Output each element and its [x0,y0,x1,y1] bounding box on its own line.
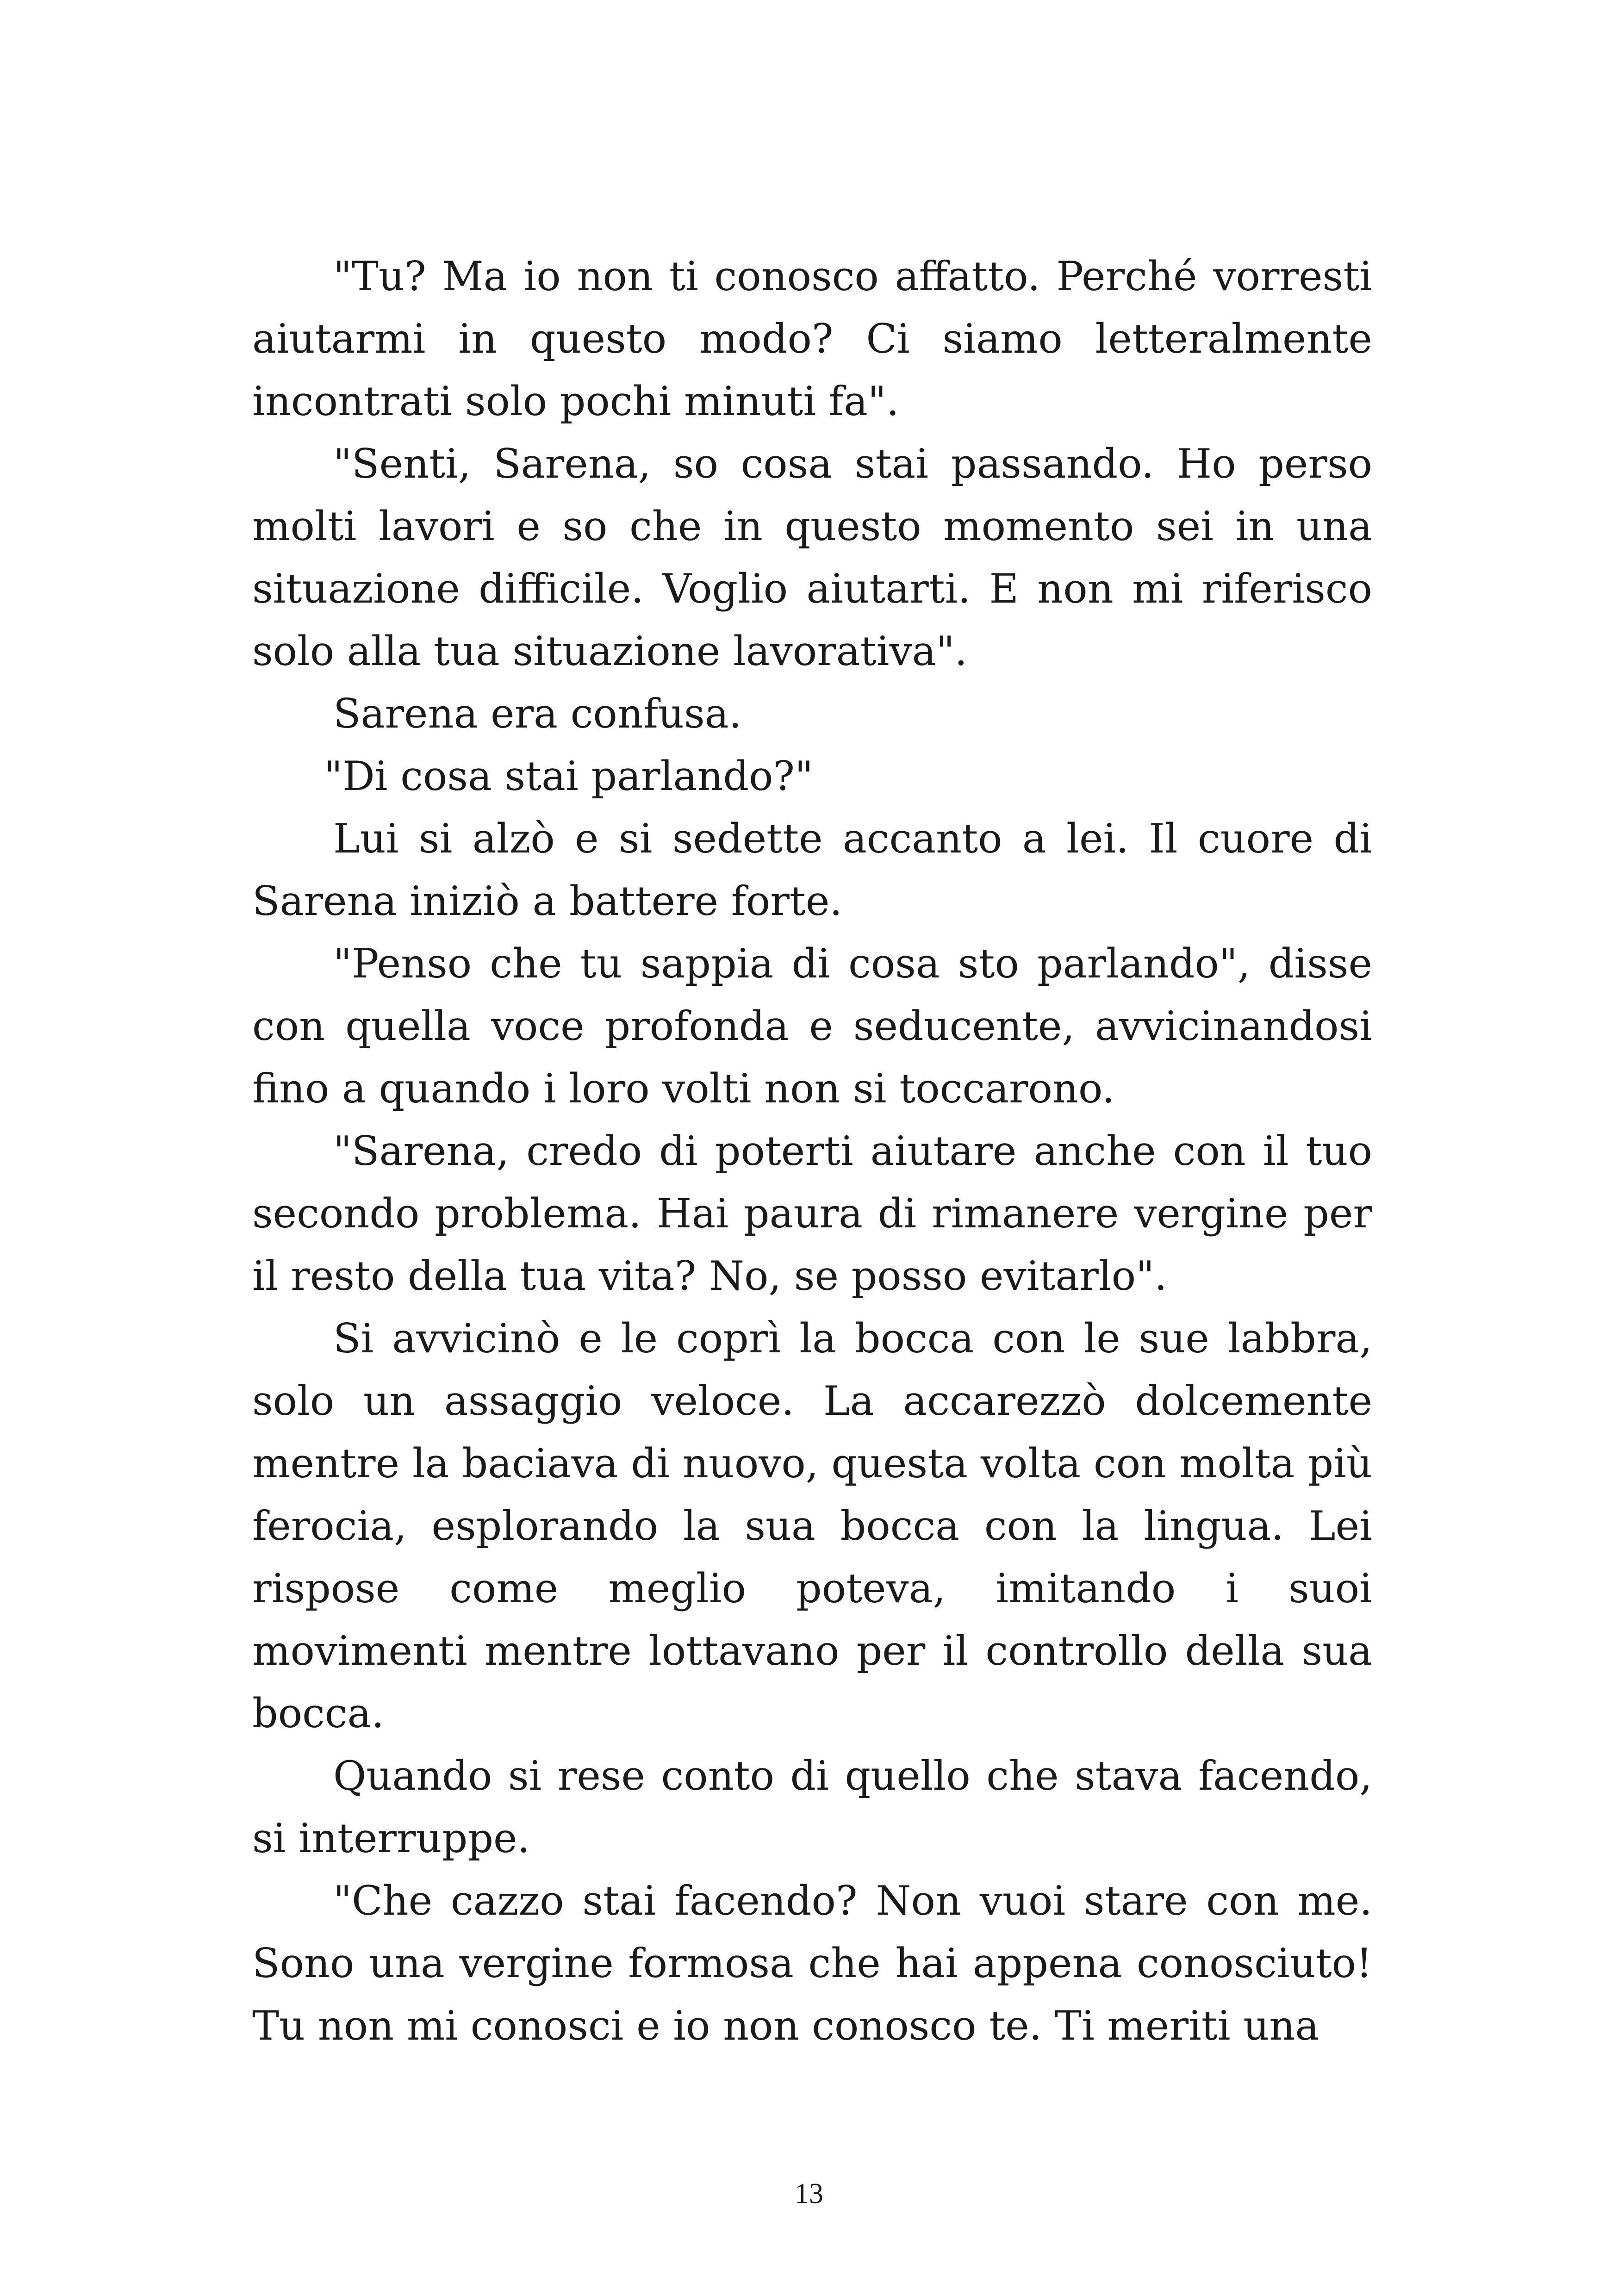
paragraph-9: Quando si rese conto di quello che stava facendo, si interruppe. [252,1752,1372,1862]
paragraph-3: Sarena era confusa. [333,690,742,737]
paragraph-2: "Senti, Sarena, so cosa stai passando. Ho perso molti lavori e so che in questo momento sei in una situazione difficile. Voglio aiutarti. E non mi riferisco solo alla tua situazione lavorativa". [252,440,1372,675]
paragraph-5: Lui si alzò e si sedette accanto a lei. Il cuore di Sarena iniziò a battere forte. [252,815,1372,925]
paragraph-10: "Che cazzo stai facendo? Non vuoi stare con me. Sono una vergine formosa che hai appena conosciuto! Tu non mi conosci e io non conosco te. Ti meriti una [252,1877,1372,2049]
paragraph-6: "Penso che tu sappia di cosa sto parlando", disse con quella voce profonda e seducente, avvicinandosi fino a quando i loro volti non si toccarono. [252,940,1372,1112]
paragraph-4: "Di cosa stai parlando?" [324,753,814,800]
page-number: 13 [795,2178,823,2209]
body-text [252,245,1372,2057]
paragraph-8: Si avvicinò e le coprì la bocca con le sue labbra, solo un assaggio veloce. La accarezzò dolcemente mentre la baciava di nuovo, questa volta con molta più ferocia, esplorando la sua bocca con la lingua. Lei rispose come meglio poteva, imitando i suoi movimenti mentre lottavano per il controllo della sua bocca. [252,1315,1372,1737]
paragraph-1: "Tu? Ma io non ti conosco affatto. Perché vorresti aiutarmi in questo modo? Ci siamo letteralmente incontrati solo pochi minuti fa". [252,253,1372,425]
paragraph-7: "Sarena, credo di poterti aiutare anche con il tuo secondo problema. Hai paura di rimanere vergine per il resto della tua vita? No, se posso evitarlo". [252,1127,1372,1300]
